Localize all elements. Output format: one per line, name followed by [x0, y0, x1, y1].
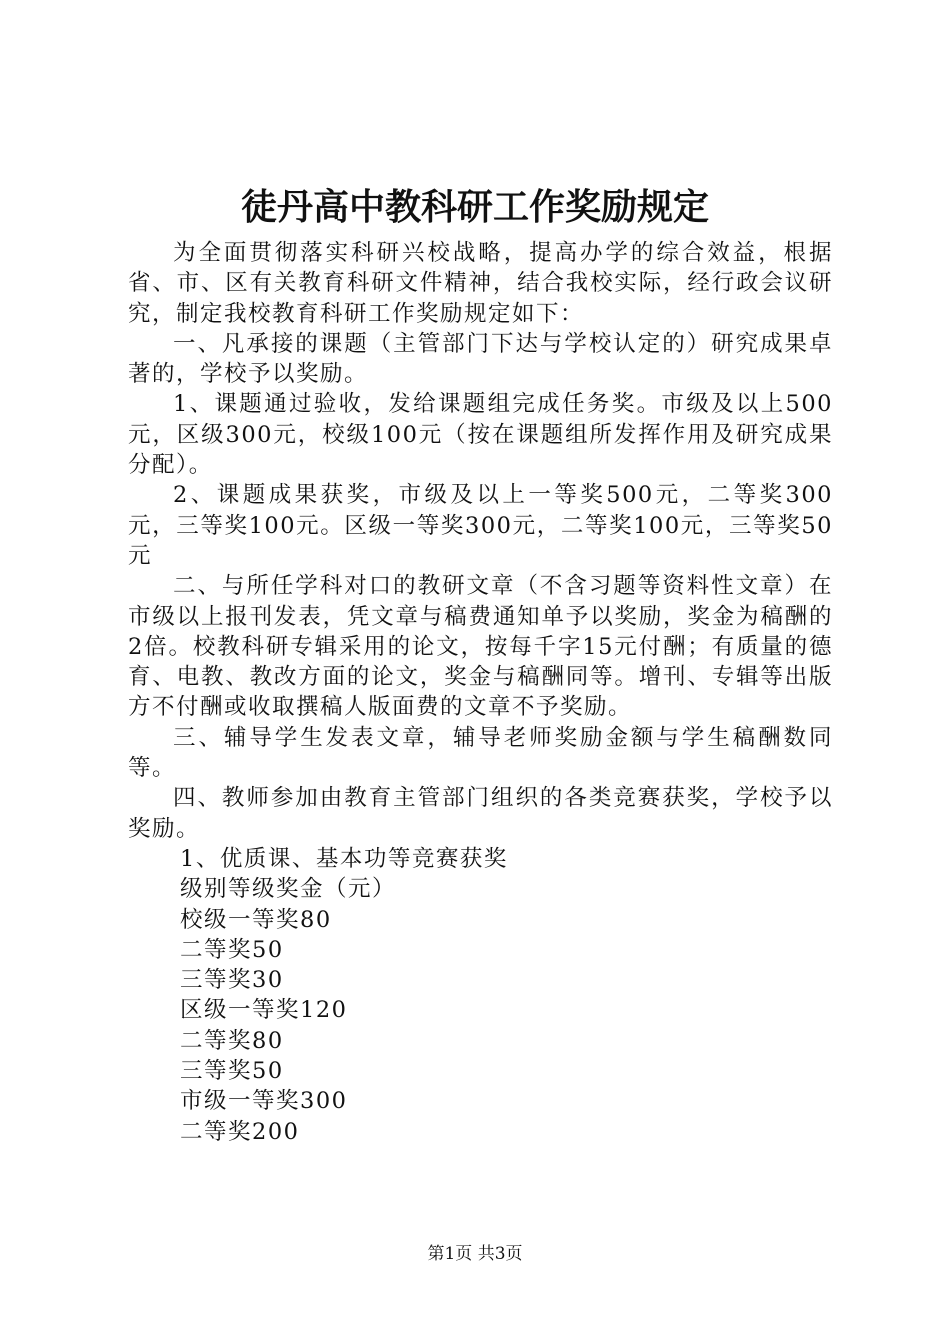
list-line: 二等奖50	[180, 936, 284, 963]
list-line: 区级一等奖120	[180, 997, 348, 1024]
list-line: 级别等级奖金（元）	[180, 876, 397, 903]
list-line: 二等奖200	[180, 1118, 300, 1145]
list-line: 二等奖80	[180, 1027, 284, 1054]
paragraph-section-2: 二、与所任学科对口的教研文章（不含习题等资料性文章）在市级以上报刊发表，凭文章与稿费通知单予以奖励，奖金为稿酬的2倍。校教科研专辑采用的论文，按每千字15元付酬；有质量的德育、电教、教改方面的论文，奖金与稿酬同等。增刊、专辑等出版方不付酬或收取撰稿人版面费的文章不予奖励。	[128, 573, 833, 721]
list-line: 三等奖50	[180, 1058, 284, 1085]
list-line: 校级一等奖80	[180, 906, 332, 933]
paragraph-section-1: 一、凡承接的课题（主管部门下达与学校认定的）研究成果卓著的，学校予以奖励。	[128, 330, 833, 388]
document-body	[128, 238, 833, 1147]
list-line: 三等奖30	[180, 967, 284, 994]
paragraph-section-4: 四、教师参加由教育主管部门组织的各类竞赛获奖，学校予以奖励。	[128, 785, 833, 842]
list-line: 市级一等奖300	[180, 1088, 348, 1115]
paragraph-section-1-item-2: 2、课题成果获奖，市级及以上一等奖500元，二等奖300元，三等奖100元。区级一等奖300元，二等奖100元，三等奖50元	[128, 482, 833, 569]
document-title: 徒丹高中教科研工作奖励规定	[240, 186, 709, 228]
page-number-footer: 第1页 共3页	[427, 1244, 523, 1264]
paragraph-section-1-item-1: 1、课题通过验收，发给课题组完成任务奖。市级及以上500元，区级300元，校级100元（按在课题组所发挥作用及研究成果分配）。	[128, 391, 833, 479]
paragraph-section-3: 三、辅导学生发表文章，辅导老师奖励金额与学生稿酬数同等。	[128, 724, 833, 782]
paragraph-intro: 为全面贯彻落实科研兴校战略，提高办学的综合效益，根据省、市、区有关教育科研文件精神，结合我校实际，经行政会议研究，制定我校教育科研工作奖励规定如下：	[128, 240, 833, 327]
list-line: 1、优质课、基本功等竞赛获奖	[180, 845, 508, 872]
